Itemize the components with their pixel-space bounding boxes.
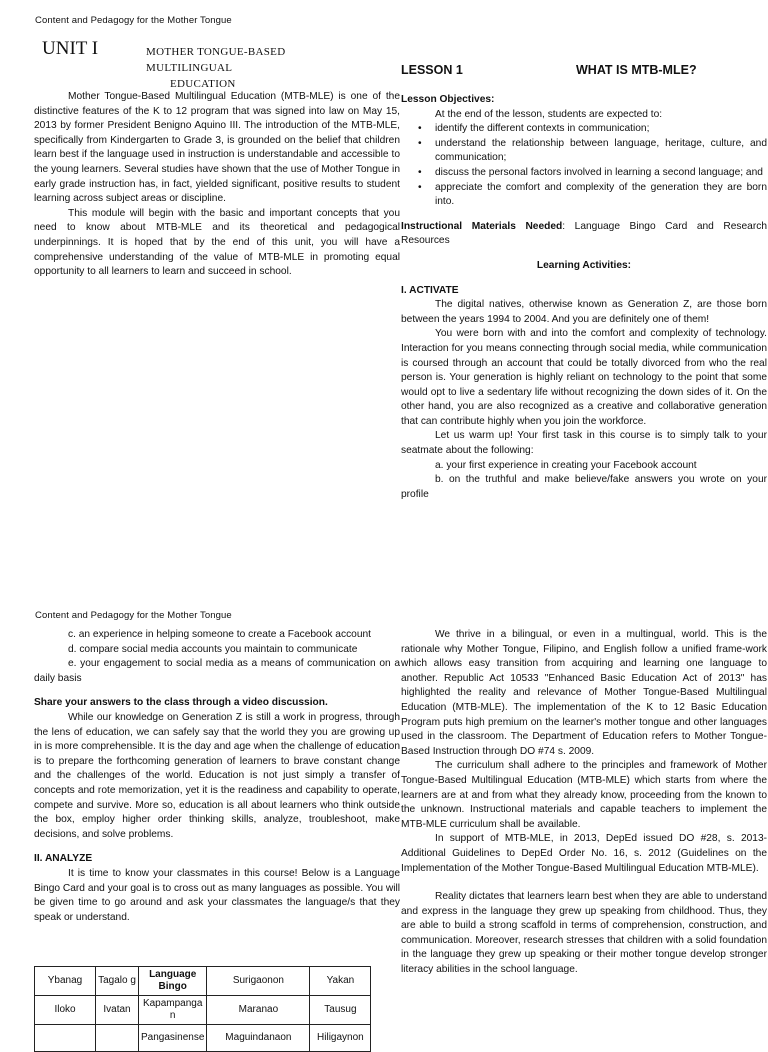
analyze-heading: II. ANALYZE xyxy=(34,853,93,865)
bullet-icon: • xyxy=(418,181,422,193)
bullet-icon: • xyxy=(418,166,422,178)
activate-heading: I. ACTIVATE xyxy=(401,284,459,296)
bingo-cell: Tagalo g xyxy=(96,967,139,996)
objective-text: identify the different contexts in communication; xyxy=(435,123,650,135)
body-paragraph: Reality dictates that learners learn best when they are able to understand and express in the language they grew up speaking from childhood. Thus, they are able to build a strong scaffold in terms of comprehension, construction, and communication. Moreover, research stresses that children with a solid foundation in the language they grew up speaking or their mother tongue develop stronger literacy abilities in the school language. xyxy=(401,891,767,976)
bingo-cell: Iloko xyxy=(35,996,96,1025)
unit-label: UNIT I xyxy=(42,38,99,59)
materials-label: Instructional Materials Needed xyxy=(401,220,563,232)
objective-text: discuss the personal factors involved in learning a second language; and xyxy=(435,166,763,178)
bingo-cell: Ivatan xyxy=(96,996,139,1025)
materials-text: : Language Bingo Card and Research Resources xyxy=(401,220,767,247)
activate-paragraph: The digital natives, otherwise known as Generation Z, are those born between the years 1994 to 2004. And you are definitely one of them! xyxy=(401,299,767,325)
activate-paragraph: Let us warm up! Your first task in this course is to simply talk to your seatmate about the following: xyxy=(401,430,767,457)
running-header: Content and Pedagogy for the Mother Tongue xyxy=(35,610,232,621)
bingo-cell xyxy=(35,1025,96,1052)
objective-item xyxy=(418,122,767,137)
body-paragraph: We thrive in a bilingual, or even in a multingual, world. This is the rationale why Mother Tongue, Filipino, and English follow a unified frame-work which allows easy transition from acquiring and learning one language to another. Republic Act 10533 "Enhanced Basic Education Act of 2013" has highlighted the reality and relevance of Mother Tongue-Based Multilingual Education (MTB-MLE). The implementation of the K to 12 Basic Education Program puts high premium on the learner's mother tongue and other languages used in the classroom. The Department of Education refers to Mother Tongue-Based Instruction through DO #74 s. 2009. xyxy=(401,629,767,757)
activate-item: d. compare social media accounts you maintain to communicate xyxy=(68,643,358,655)
lesson-body xyxy=(401,93,767,502)
lesson-title: WHAT IS MTB-MLE? xyxy=(576,63,697,77)
bingo-cell: Pangasinense xyxy=(139,1025,207,1052)
unit-title-line2: EDUCATION xyxy=(170,78,236,90)
bingo-cell: Surigaonon xyxy=(207,967,310,996)
objective-item xyxy=(418,137,767,166)
bingo-cell: Ybanag xyxy=(35,967,96,996)
page2-left-column xyxy=(34,628,400,925)
language-bingo-card xyxy=(34,966,371,1052)
activate-item: c. an experience in helping someone to create a Facebook account xyxy=(68,629,371,640)
activate-item: a. your first experience in creating your Facebook account xyxy=(435,459,697,471)
activate-item: b. on the truthful and make believe/fake answers you wrote on your profile xyxy=(401,474,767,500)
activate-paragraph: You were born with and into the comfort and complexity of technology. Interaction for you means connecting through social media, while communication is coursed through an account that could be totally divorced from who the real person is. Your generation is highly reliant on technology to the point that some would opt to live a sedentary life without recognizing the down sides of it. On the other hand, you are also recognized as a creative and collaborative generation that can contribute highly when you join the workforce. xyxy=(401,328,767,427)
running-header: Content and Pedagogy for the Mother Tongue xyxy=(35,15,232,26)
body-paragraph: In support of MTB-MLE, in 2013, DepEd issued DO #28, s. 2013-Additional Guidelines to DepEd Order No. 16, s. 2012 (Guidelines on the Implementation of the Mother Tongue-Based Multilingual Education MTB-MLE). xyxy=(401,833,767,874)
page-two xyxy=(0,600,768,1043)
objectives-list xyxy=(401,122,767,210)
objective-item xyxy=(418,166,767,181)
bingo-cell: Maguindanaon xyxy=(207,1025,310,1052)
lesson-number: LESSON 1 xyxy=(401,63,463,77)
table-row xyxy=(35,967,371,996)
materials-needed xyxy=(401,220,767,249)
bullet-icon: • xyxy=(418,123,422,135)
bingo-cell: Yakan xyxy=(310,967,371,996)
body-paragraph: The curriculum shall adhere to the principles and framework of Mother Tongue-Based Multilingual Education (MTB-MLE) which starts from where the learners are at and from what they already know, proceeding from the known to the unknown. Instructional materials and capable teachers to implement the MTB-MLE curriculum shall be available. xyxy=(401,760,767,830)
activate-item: e. your engagement to social media as a means of communication on a daily basis xyxy=(34,658,400,684)
intro-paragraph: This module will begin with the basic and important concepts that you need to know about MTB-MLE and its theoretical and pedagogical underpinnings. It is hoped that by the end of this unit, you will have a comprehensive understanding of the value of MTB-MLE in promoting equal opportunity to all learners to learn and succeed in school. xyxy=(34,207,400,278)
unit-title xyxy=(146,44,371,92)
activities-heading: Learning Activities: xyxy=(536,259,632,271)
analyze-paragraph: It is time to know your classmates in this course! Below is a Language Bingo Card and your goal is to cross out as many languages as possible. You will be given time to go around and ask your classmates the language/s that they speak or understand. xyxy=(34,867,400,923)
bingo-cell: Tausug xyxy=(310,996,371,1025)
gen-z-paragraph: While our knowledge on Generation Z is still a work in progress, through the lens of education, we can safely say that the world they you are growing up in is more comprehensible. It is the day and age when the challenge of education is to prepare the forthcoming generation of learners to brave constant change and the challenges of the world. Education is not just simply a transfer of concepts and rote memorization, yet it is the readiness and capability to operate, compete and survive. More so, education is all about learners who think outside the box, employ higher order thinking skills, analyze, troubleshoot, make decisions, and solve problems. xyxy=(34,711,400,840)
objective-text: appreciate the comfort and complexity of the generation they are born into. xyxy=(435,181,767,208)
objective-item xyxy=(418,181,767,210)
table-row xyxy=(35,1025,371,1052)
bullet-icon: • xyxy=(418,137,422,149)
intro-paragraph: Mother Tongue-Based Multilingual Education (MTB-MLE) is one of the distinctive features of the K to 12 program that was signed into law on May 15, 2013 by former President Benigno Aquino III. The introduction of the MTB-MLE, specifically from Kindergarten to Grade 3, is grounded on the belief that children learn best if the language used in instruction is understandable and accessible to the young learners. Several studies have shown that the use of Mother Tongue in early grade instruction has, in fact, yielded significant, positive results to student learning across subject areas or discipline. xyxy=(34,91,400,205)
objectives-intro: At the end of the lesson, students are expected to: xyxy=(435,108,663,120)
table-row xyxy=(35,996,371,1025)
page2-right-column xyxy=(401,628,767,978)
objectives-heading: Lesson Objectives: xyxy=(401,94,495,105)
bingo-cell: Maranao xyxy=(207,996,310,1025)
unit-intro xyxy=(34,90,400,280)
bingo-cell xyxy=(96,1025,139,1052)
bingo-cell: Hiligaynon xyxy=(310,1025,371,1052)
share-heading: Share your answers to the class through a video discussion. xyxy=(34,697,328,709)
unit-title-line1: MOTHER TONGUE-BASED MULTILINGUAL xyxy=(146,46,286,74)
objective-text: understand the relationship between language, heritage, culture, and communication; xyxy=(435,137,767,164)
bingo-cell: Kapampanga n xyxy=(139,996,207,1025)
bingo-cell: Language Bingo xyxy=(139,967,207,996)
